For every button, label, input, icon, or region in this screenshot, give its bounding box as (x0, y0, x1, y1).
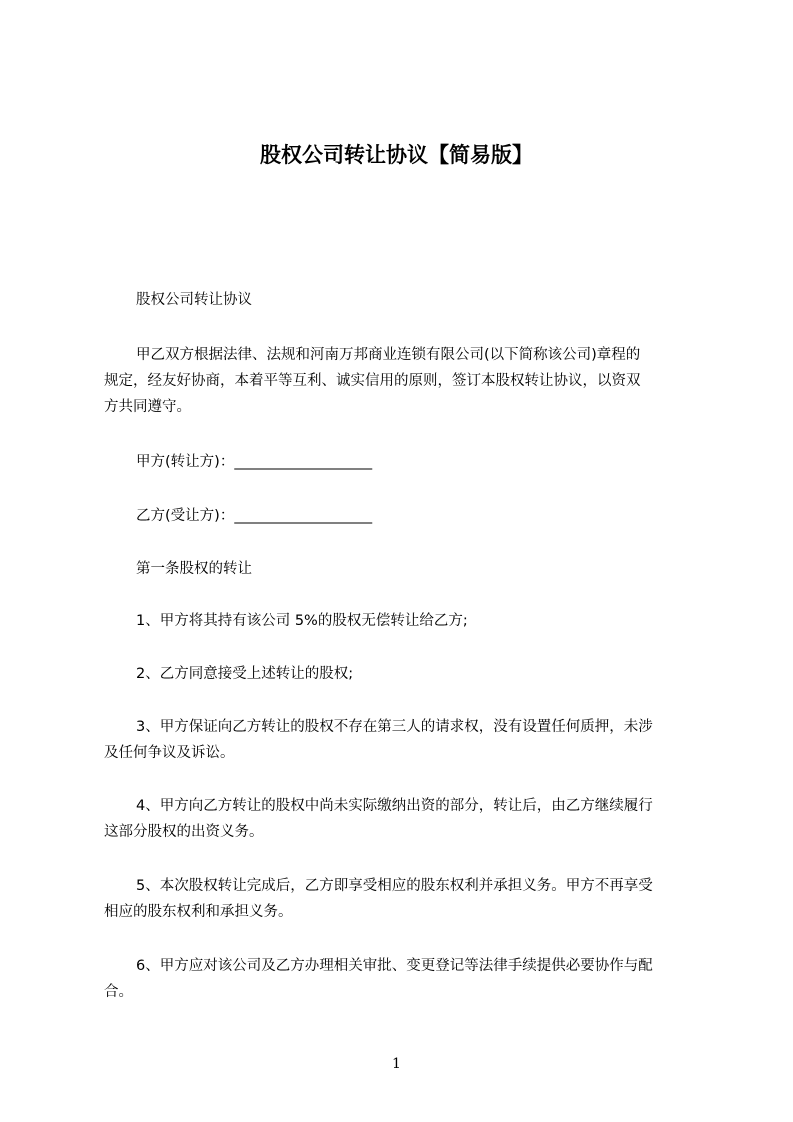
party-b-text: 乙方(受让方)：___________________ (136, 508, 373, 524)
article-heading-text: 第一条股权的转让 (136, 561, 252, 577)
clause-line: 合。 (104, 984, 133, 1000)
clause-1 (104, 608, 694, 634)
clause-5 (104, 873, 694, 925)
clause-line: 4、甲方向乙方转让的股权中尚未实际缴纳出资的部分，转让后，由乙方继续履行 (136, 798, 653, 814)
party-a-line (104, 449, 694, 475)
party-b-line (104, 503, 694, 529)
clause-line: 5、本次股权转让完成后，乙方即享受相应的股东权利并承担义务。甲方不再享受 (136, 878, 653, 894)
clause-line: 2、乙方同意接受上述转让的股权; (136, 666, 354, 682)
preamble-paragraph (104, 342, 694, 420)
clause-line: 相应的股东权利和承担义务。 (104, 904, 293, 920)
clause-4 (104, 793, 694, 845)
clause-line: 这部分股权的出资义务。 (104, 824, 264, 840)
subtitle-text: 股权公司转让协议 (136, 292, 252, 308)
party-a-text: 甲方(转让方)：___________________ (136, 454, 373, 470)
clause-6 (104, 953, 694, 1005)
page-number: 1 (392, 1056, 401, 1072)
document-title: 股权公司转让协议【简易版】 (260, 143, 533, 167)
clause-line: 3、甲方保证向乙方转让的股权不存在第三人的请求权，没有设置任何质押，未涉 (136, 719, 653, 735)
preamble-line: 规定，经友好协商，本着平等互利、诚实信用的原则，签订本股权转让协议，以资双 (104, 373, 641, 389)
clause-3 (104, 714, 694, 766)
article-heading (104, 556, 694, 582)
clause-2 (104, 661, 694, 687)
subtitle (104, 287, 694, 313)
clause-line: 及任何争议及诉讼。 (104, 745, 235, 761)
clause-line: 6、甲方应对该公司及乙方办理相关审批、变更登记等法律手续提供必要协作与配 (136, 958, 653, 974)
preamble-line: 甲乙双方根据法律、法规和河南万邦商业连锁有限公司(以下简称该公司)章程的 (136, 347, 641, 363)
clause-line: 1、甲方将其持有该公司 5%的股权无偿转让给乙方; (136, 613, 468, 629)
preamble-line: 方共同遵守。 (104, 399, 191, 415)
